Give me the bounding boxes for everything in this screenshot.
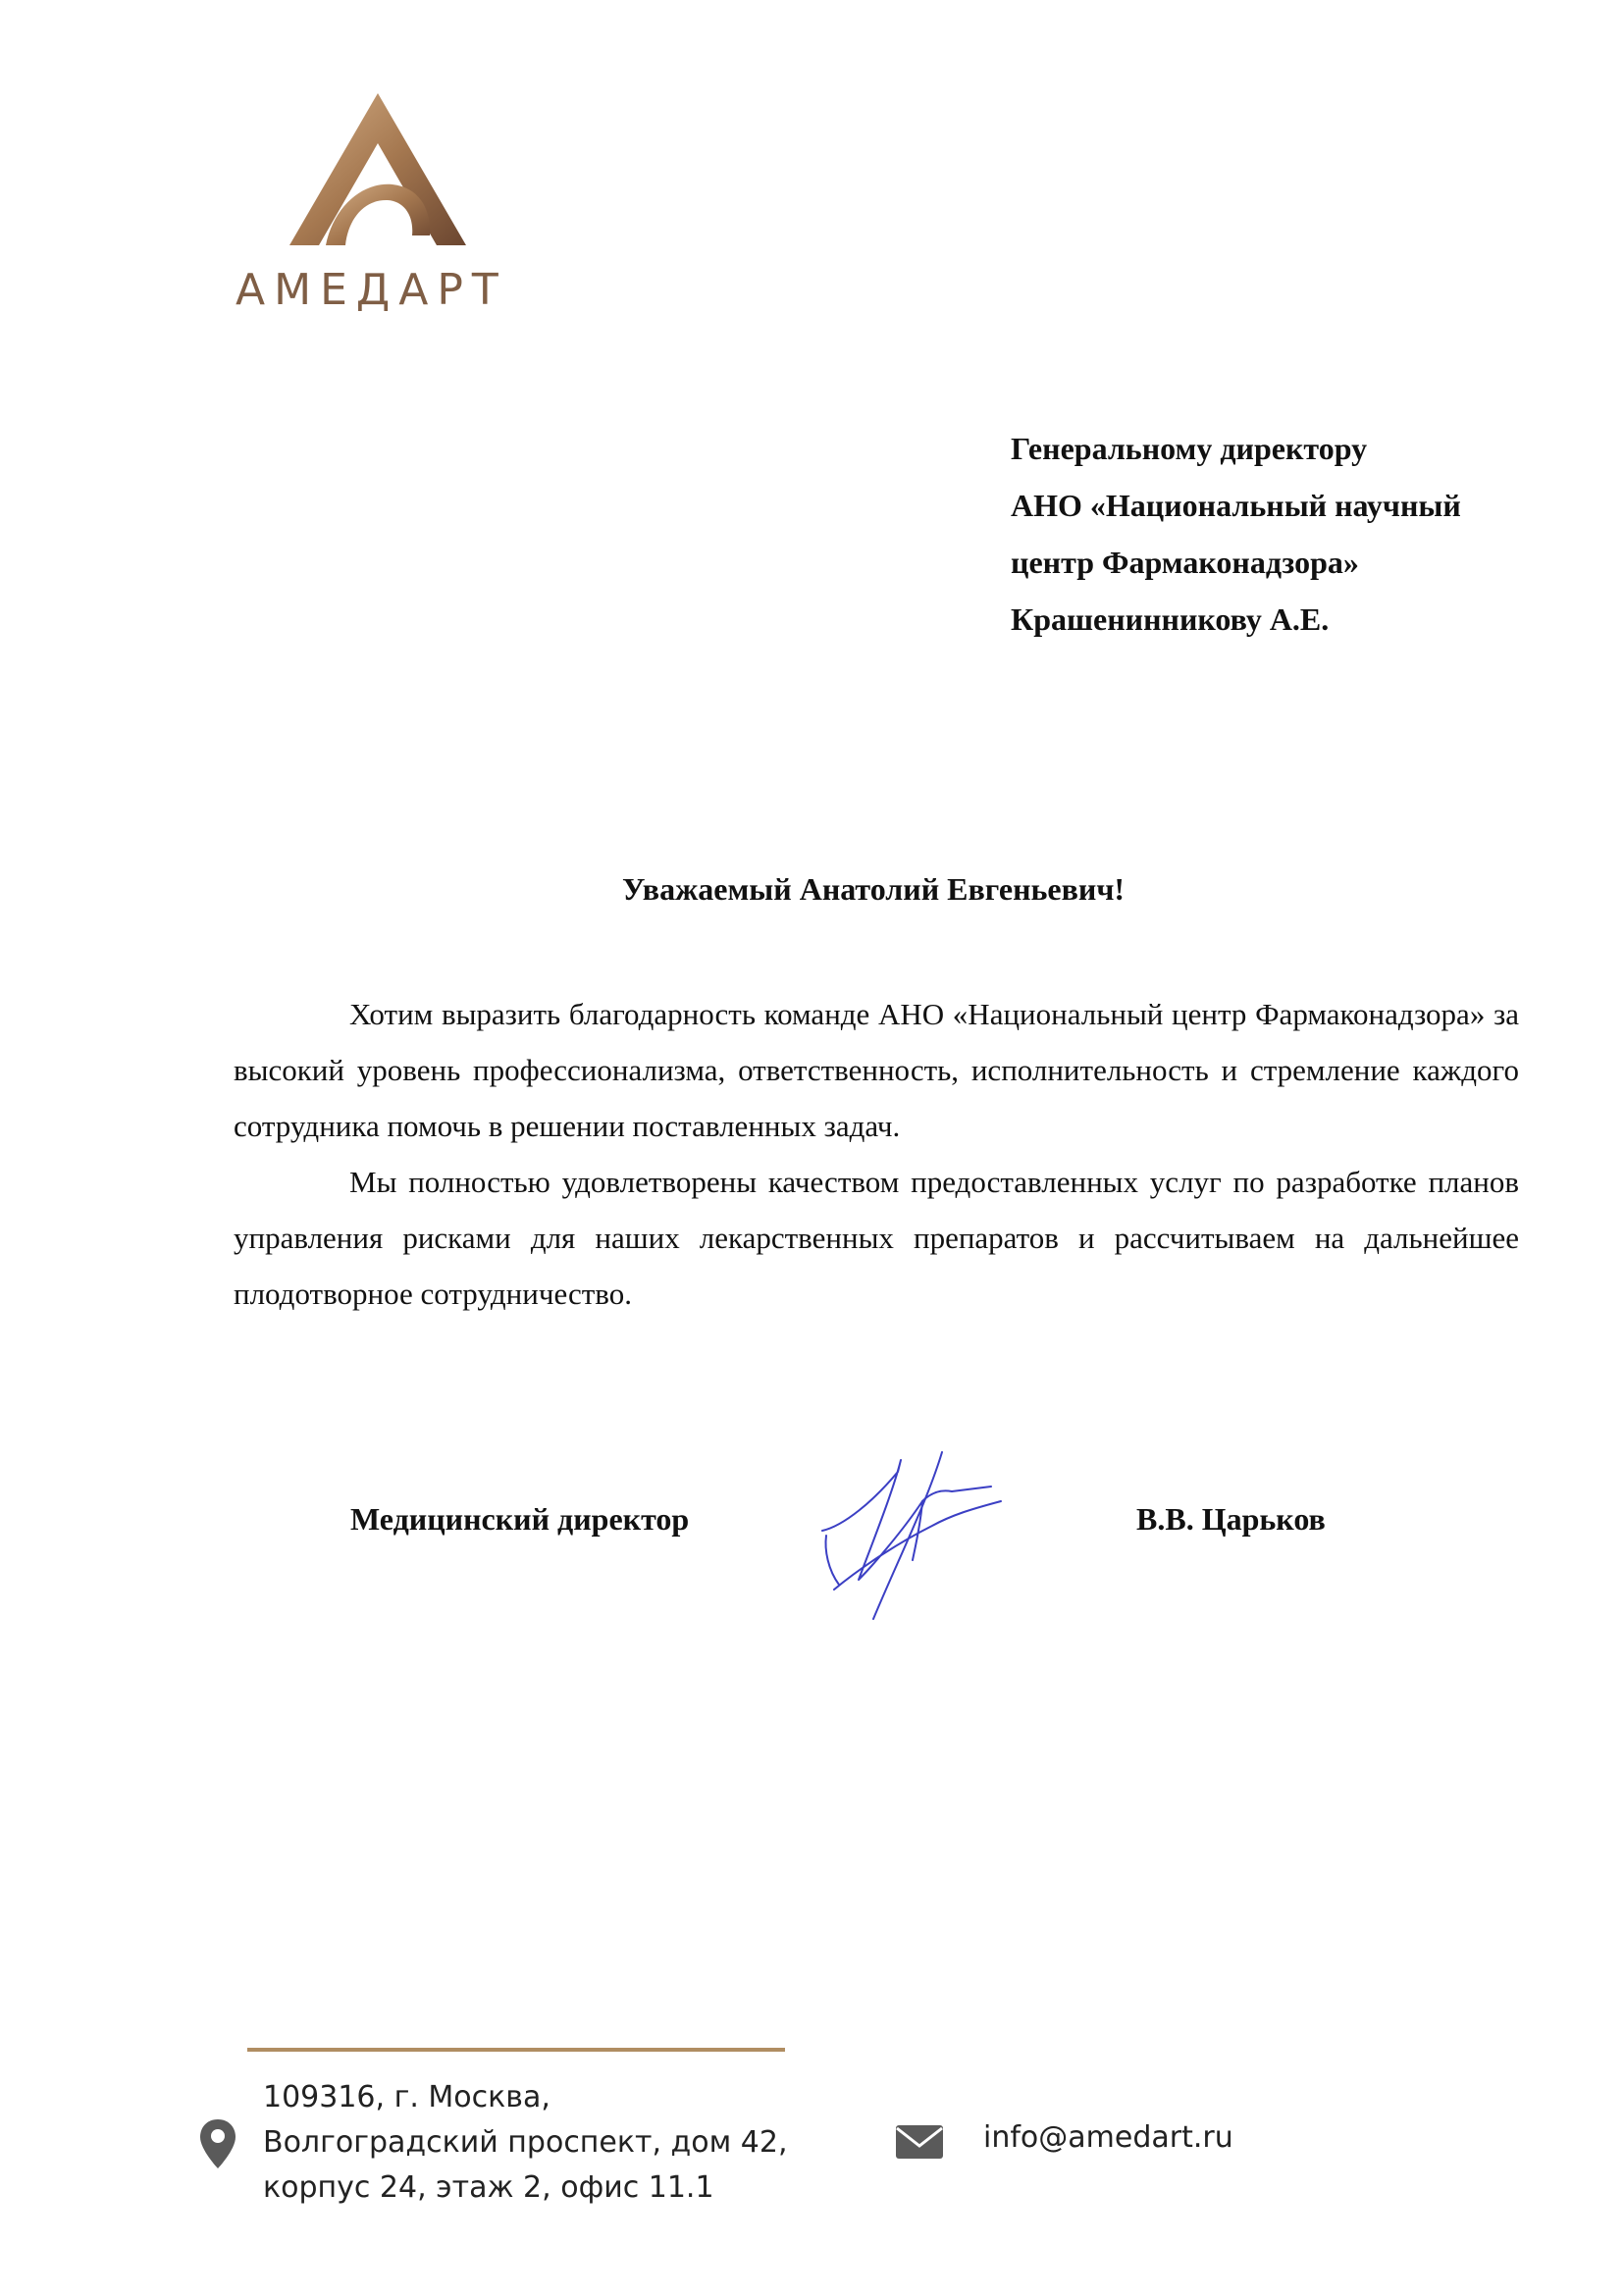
email-link[interactable]: info@amedart.ru [983, 2120, 1233, 2155]
body-paragraph: Мы полностью удовлетворены качеством предоставленных услуг по разработке планов управления рисками для наших лекарственных препаратов и рассчитываем на дальнейшее плодотворное сотрудничество. [234, 1165, 1519, 1311]
addressee-line: центр Фармаконадзора» [1011, 545, 1359, 580]
map-pin-icon [198, 2117, 237, 2170]
addressee-line: АНО «Национальный научный [1011, 488, 1461, 523]
salutation: Уважаемый Анатолий Евгеньевич! [621, 871, 1126, 907]
address-line: корпус 24, этаж 2, офис 11.1 [263, 2170, 714, 2205]
footer-divider [247, 2048, 785, 2052]
address-line: 109316, г. Москва, [263, 2080, 550, 2114]
company-address [263, 2075, 788, 2211]
envelope-icon [895, 2122, 944, 2162]
triangle-a-logo-icon [236, 88, 520, 255]
address-line: Волгоградский проспект, дом 42, [263, 2125, 788, 2160]
company-logo [236, 88, 520, 324]
addressee-block [1011, 420, 1461, 648]
signatory-title: Медицинский директор [350, 1501, 690, 1537]
letter-body [234, 986, 1519, 1322]
addressee-line: Генеральному директору [1011, 431, 1368, 466]
handwritten-signature [805, 1433, 1040, 1629]
addressee-line: Крашенинникову А.Е. [1011, 601, 1330, 637]
brand-wordmark: АМЕДАРТ [236, 265, 507, 315]
signatory-name: В.В. Царьков [1136, 1501, 1326, 1537]
body-paragraph: Хотим выразить благодарность команде АНО «Национальный центр Фармаконадзора» за высокий уровень профессионализма, ответственность, исполнительность и стремление каждого сотрудника помочь в решении поставленных задач. [234, 997, 1519, 1143]
